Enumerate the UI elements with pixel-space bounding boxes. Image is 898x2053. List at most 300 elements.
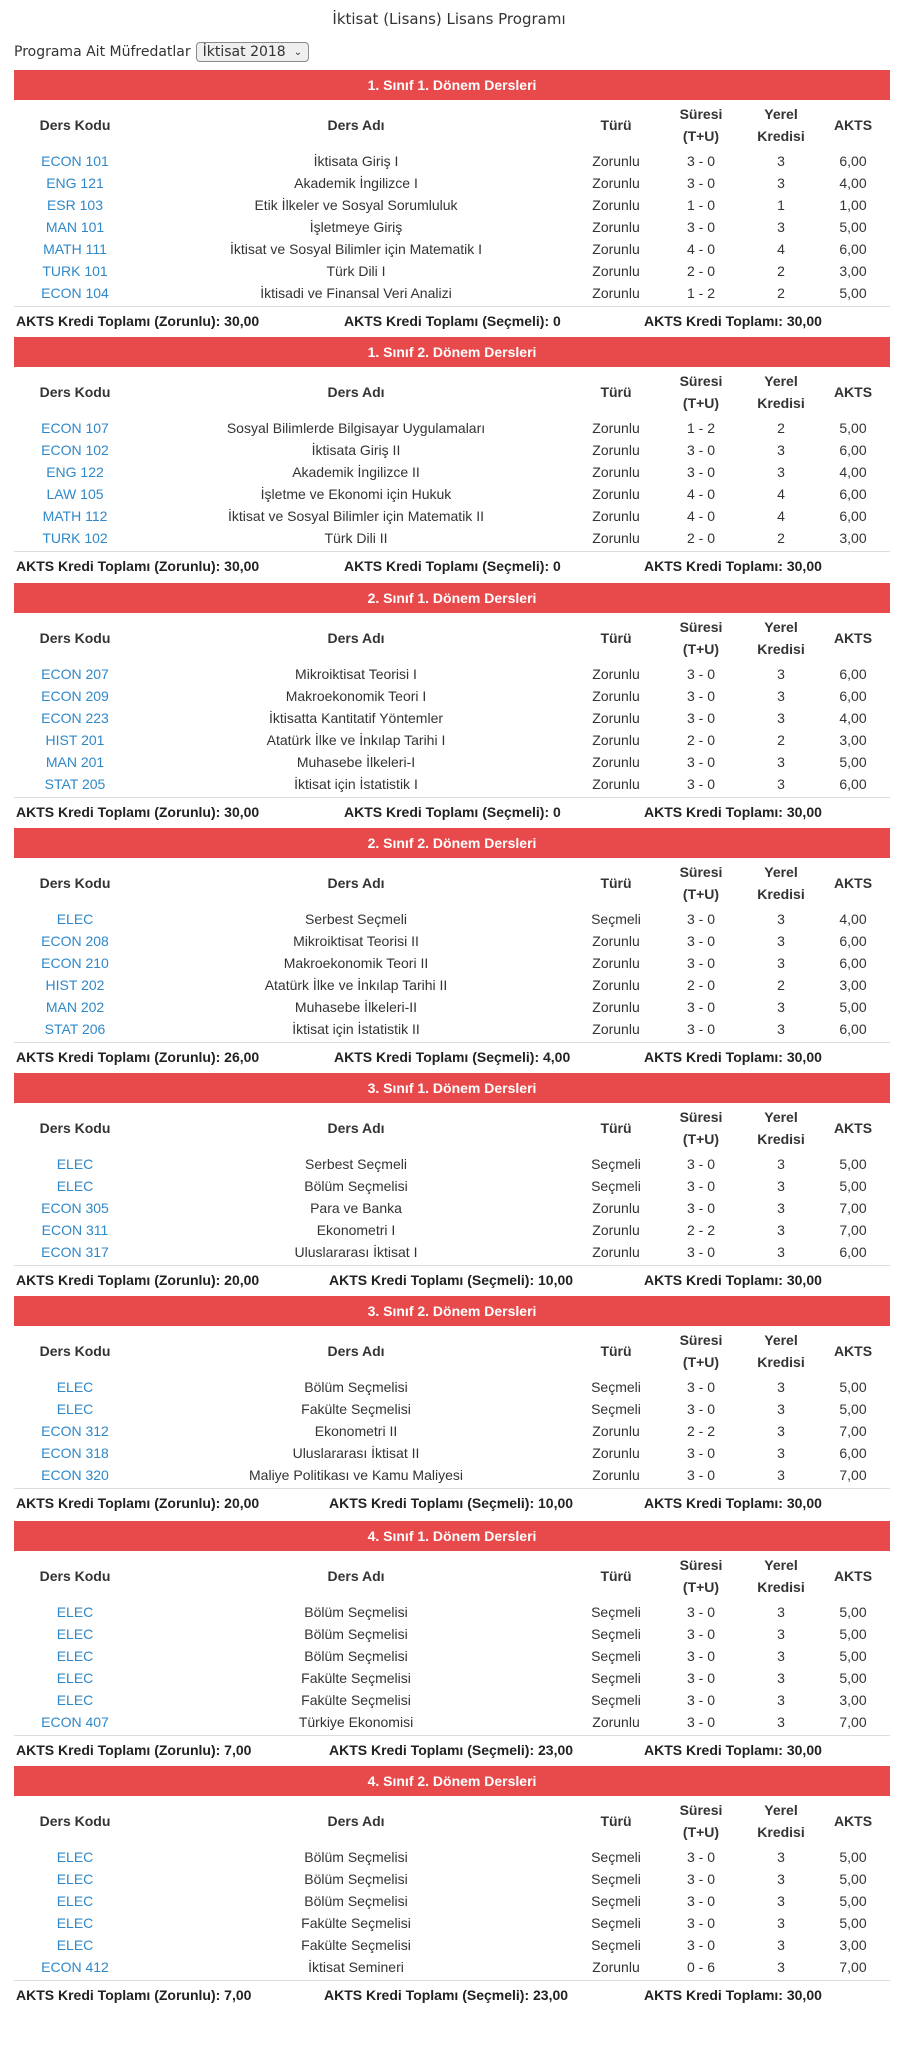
- course-credit: 2: [777, 530, 785, 546]
- course-code-link[interactable]: ECON 317: [41, 1244, 109, 1260]
- course-credit: 3: [777, 955, 785, 971]
- course-duration: 2 - 2: [686, 1222, 715, 1238]
- course-type: Zorunlu: [592, 464, 640, 480]
- course-credit: 3: [777, 1959, 785, 1975]
- header-credit: [746, 616, 816, 660]
- course-duration: 3 - 0: [686, 1714, 715, 1730]
- table-header: [14, 858, 890, 908]
- course-akts: 3,00: [839, 1692, 867, 1708]
- semester-totals: [14, 1265, 890, 1294]
- course-akts: 4,00: [839, 464, 867, 480]
- semester-title: 2. Sınıf 1. Dönem Dersleri: [14, 583, 890, 613]
- curriculum-selector-row: [14, 40, 898, 64]
- course-akts: 3,00: [839, 732, 867, 748]
- course-code-link[interactable]: ELEC: [56, 1401, 94, 1417]
- course-credit: 3: [777, 1893, 785, 1909]
- table-row: [14, 417, 890, 439]
- header-credit-line2: Kredisi: [757, 128, 805, 144]
- course-code-link[interactable]: HIST 201: [45, 732, 105, 748]
- course-credit: 1: [777, 197, 785, 213]
- course-akts: 6,00: [839, 508, 867, 524]
- course-code-link[interactable]: ELEC: [56, 1178, 94, 1194]
- course-code-link[interactable]: ECON 407: [41, 1714, 109, 1730]
- course-akts: 5,00: [839, 285, 867, 301]
- course-duration: 2 - 0: [686, 530, 715, 546]
- course-type: Zorunlu: [592, 508, 640, 524]
- course-code-cell: [14, 1893, 136, 1909]
- course-duration: 3 - 0: [686, 1648, 715, 1664]
- total-elective: AKTS Kredi Toplamı (Seçmeli): 0: [344, 313, 561, 329]
- table-row: [14, 1912, 890, 1934]
- course-code-cell: [14, 1445, 136, 1461]
- course-type: Seçmeli: [591, 1849, 641, 1865]
- course-duration: 3 - 0: [686, 999, 715, 1015]
- total-akts: AKTS Kredi Toplamı: 30,00: [644, 804, 822, 820]
- course-duration: 3 - 0: [686, 1626, 715, 1642]
- course-credit: 3: [777, 1445, 785, 1461]
- course-code-link[interactable]: ENG 121: [46, 175, 104, 191]
- total-akts: AKTS Kredi Toplamı: 30,00: [644, 1495, 822, 1511]
- course-name: İktisat Semineri: [308, 1959, 404, 1975]
- course-code-link[interactable]: MAN 101: [45, 219, 105, 235]
- header-type: Türü: [600, 1343, 632, 1359]
- chevron-down-icon[interactable]: ⌄: [293, 46, 303, 58]
- course-duration: 1 - 0: [686, 197, 715, 213]
- header-duration: [656, 1554, 746, 1598]
- course-akts: 7,00: [839, 1222, 867, 1238]
- total-compulsory: AKTS Kredi Toplamı (Zorunlu): 7,00: [16, 1742, 252, 1758]
- header-duration: [656, 103, 746, 147]
- table-row: [14, 1846, 890, 1868]
- header-credit-line1: Yerel: [764, 1109, 798, 1125]
- course-akts: 5,00: [839, 1648, 867, 1664]
- course-duration: 2 - 0: [686, 977, 715, 993]
- table-row: [14, 1623, 890, 1645]
- course-code-link[interactable]: TURK 102: [42, 530, 108, 546]
- course-code-link[interactable]: ECON 318: [41, 1445, 109, 1461]
- header-akts: AKTS: [833, 1343, 873, 1359]
- course-code-link[interactable]: MATH 111: [43, 241, 107, 257]
- table-row: [14, 505, 890, 527]
- course-duration: 3 - 0: [686, 219, 715, 235]
- course-credit: 3: [777, 1178, 785, 1194]
- course-credit: 3: [777, 710, 785, 726]
- course-code-link[interactable]: STAT 205: [44, 776, 106, 792]
- header-credit-line1: Yerel: [764, 106, 798, 122]
- total-elective: AKTS Kredi Toplamı (Seçmeli): 10,00: [329, 1495, 574, 1511]
- course-credit: 3: [777, 1915, 785, 1931]
- course-name: İktisat ve Sosyal Bilimler için Matematik II: [228, 508, 484, 524]
- header-type: Türü: [600, 630, 632, 646]
- course-duration: 3 - 0: [686, 911, 715, 927]
- semester-totals: [14, 797, 890, 826]
- course-code-link[interactable]: ECON 208: [41, 933, 109, 949]
- course-akts: 5,00: [839, 420, 867, 436]
- course-type: Zorunlu: [592, 776, 640, 792]
- course-name: Makroekonomik Teori I: [285, 688, 427, 704]
- header-akts: AKTS: [833, 630, 873, 646]
- course-credit: 4: [777, 241, 785, 257]
- course-code-cell: [14, 285, 136, 301]
- course-type: Seçmeli: [591, 1604, 641, 1620]
- course-duration: 3 - 0: [686, 688, 715, 704]
- course-akts: 3,00: [839, 530, 867, 546]
- semester-title: 3. Sınıf 2. Dönem Dersleri: [14, 1296, 890, 1326]
- course-type: Zorunlu: [592, 933, 640, 949]
- course-code-link[interactable]: ECON 223: [41, 710, 109, 726]
- course-name: Fakülte Seçmelisi: [301, 1401, 411, 1417]
- table-row: [14, 1018, 890, 1040]
- course-type: Zorunlu: [592, 977, 640, 993]
- course-code-link[interactable]: ECON 207: [41, 666, 109, 682]
- course-name: Akademik İngilizce II: [292, 464, 420, 480]
- course-name: Ekonometri I: [316, 1222, 396, 1238]
- course-code-link[interactable]: ECON 412: [41, 1959, 109, 1975]
- course-duration: 3 - 0: [686, 776, 715, 792]
- course-code-cell: [14, 1959, 136, 1975]
- course-duration: 2 - 2: [686, 1423, 715, 1439]
- course-code-link[interactable]: MAN 201: [45, 754, 105, 770]
- course-code-link[interactable]: ELEC: [56, 1670, 94, 1686]
- table-row: [14, 1667, 890, 1689]
- header-name: Ders Adı: [327, 1120, 385, 1136]
- course-credit: 3: [777, 1379, 785, 1395]
- table-row: [14, 773, 890, 795]
- header-type: Türü: [600, 1813, 632, 1829]
- table-row: [14, 238, 890, 260]
- table-row: [14, 930, 890, 952]
- course-type: Seçmeli: [591, 1626, 641, 1642]
- header-type: Türü: [600, 1568, 632, 1584]
- course-name: Uluslararası İktisat II: [292, 1445, 420, 1461]
- course-akts: 5,00: [839, 1178, 867, 1194]
- course-credit: 3: [777, 1626, 785, 1642]
- course-akts: 4,00: [839, 911, 867, 927]
- course-credit: 3: [777, 1467, 785, 1483]
- total-compulsory: AKTS Kredi Toplamı (Zorunlu): 30,00: [16, 558, 260, 574]
- course-type: Zorunlu: [592, 1714, 640, 1730]
- course-code-link[interactable]: ELEC: [56, 1648, 94, 1664]
- course-code-link[interactable]: ECON 305: [41, 1200, 109, 1216]
- course-code-cell: [14, 1222, 136, 1238]
- course-duration: 3 - 0: [686, 1200, 715, 1216]
- course-akts: 3,00: [839, 263, 867, 279]
- semester-section: [14, 337, 890, 580]
- course-name: İşletmeye Giriş: [309, 219, 403, 235]
- header-type: Türü: [600, 1120, 632, 1136]
- curriculum-select-value[interactable]: İktisat 2018: [202, 44, 286, 60]
- course-code-cell: [14, 732, 136, 748]
- course-type: Zorunlu: [592, 1445, 640, 1461]
- course-code-cell: [14, 911, 136, 927]
- course-name: Muhasebe İlkeleri-I: [296, 754, 416, 770]
- header-duration-line2: (T+U): [682, 886, 720, 902]
- course-type: Zorunlu: [592, 153, 640, 169]
- course-akts: 5,00: [839, 1670, 867, 1686]
- table-row: [14, 150, 890, 172]
- table-row: [14, 194, 890, 216]
- course-credit: 3: [777, 219, 785, 235]
- table-row: [14, 260, 890, 282]
- course-akts: 6,00: [839, 1021, 867, 1037]
- course-duration: 2 - 0: [686, 732, 715, 748]
- semester-title: 1. Sınıf 2. Dönem Dersleri: [14, 337, 890, 367]
- header-credit-line2: Kredisi: [757, 395, 805, 411]
- header-akts: AKTS: [833, 1568, 873, 1584]
- course-duration: 0 - 6: [686, 1959, 715, 1975]
- header-duration-line2: (T+U): [682, 395, 720, 411]
- course-code-cell: [14, 241, 136, 257]
- course-credit: 3: [777, 776, 785, 792]
- header-akts: AKTS: [833, 1120, 873, 1136]
- course-credit: 3: [777, 1937, 785, 1953]
- semester-totals: [14, 1042, 890, 1071]
- course-name: İktisadi ve Finansal Veri Analizi: [260, 285, 452, 301]
- course-type: Seçmeli: [591, 1692, 641, 1708]
- table-row: [14, 996, 890, 1018]
- course-akts: 7,00: [839, 1423, 867, 1439]
- course-duration: 3 - 0: [686, 1445, 715, 1461]
- course-code-link[interactable]: ECON 107: [41, 420, 109, 436]
- course-code-link[interactable]: ELEC: [56, 1604, 94, 1620]
- course-duration: 4 - 0: [686, 486, 715, 502]
- course-code-cell: [14, 1178, 136, 1194]
- header-duration: [656, 370, 746, 414]
- course-code-cell: [14, 1871, 136, 1887]
- course-type: Zorunlu: [592, 530, 640, 546]
- course-code-link[interactable]: HIST 202: [45, 977, 105, 993]
- course-code-cell: [14, 1244, 136, 1260]
- course-akts: 5,00: [839, 999, 867, 1015]
- table-row: [14, 1956, 890, 1978]
- course-type: Zorunlu: [592, 486, 640, 502]
- header-duration-line2: (T+U): [682, 641, 720, 657]
- table-header: [14, 613, 890, 663]
- course-code-link[interactable]: ECON 311: [41, 1222, 109, 1238]
- course-code-link[interactable]: ELEC: [56, 1692, 94, 1708]
- table-row: [14, 1934, 890, 1956]
- header-name: Ders Adı: [327, 630, 385, 646]
- course-type: Zorunlu: [592, 666, 640, 682]
- course-akts: 7,00: [839, 1714, 867, 1730]
- course-type: Zorunlu: [592, 197, 640, 213]
- header-duration-line2: (T+U): [682, 1131, 720, 1147]
- course-code-link[interactable]: ELEC: [56, 911, 94, 927]
- header-credit-line2: Kredisi: [757, 1131, 805, 1147]
- course-code-link[interactable]: ECON 210: [41, 955, 109, 971]
- curriculum-select[interactable]: [196, 42, 309, 62]
- course-code-cell: [14, 197, 136, 213]
- course-credit: 4: [777, 486, 785, 502]
- header-credit: [746, 370, 816, 414]
- course-credit: 2: [777, 263, 785, 279]
- course-code-cell: [14, 464, 136, 480]
- course-code-link[interactable]: ELEC: [56, 1626, 94, 1642]
- course-credit: 3: [777, 1648, 785, 1664]
- course-code-link[interactable]: STAT 206: [44, 1021, 106, 1037]
- header-duration-line2: (T+U): [682, 1579, 720, 1595]
- course-akts: 5,00: [839, 1604, 867, 1620]
- semester-section: [14, 1521, 890, 1764]
- course-name: Serbest Seçmeli: [305, 911, 407, 927]
- course-code-link[interactable]: TURK 101: [42, 263, 108, 279]
- page-title: İktisat (Lisans) Lisans Programı: [332, 10, 566, 28]
- course-name: İktisat ve Sosyal Bilimler için Matematik I: [229, 241, 483, 257]
- total-elective: AKTS Kredi Toplamı (Seçmeli): 23,00: [324, 1987, 569, 2003]
- course-name: Makroekonomik Teori II: [283, 955, 429, 971]
- table-row: [14, 216, 890, 238]
- header-credit-line2: Kredisi: [757, 1579, 805, 1595]
- course-code-link[interactable]: ELEC: [56, 1849, 94, 1865]
- table-row: [14, 1175, 890, 1197]
- course-name: Türk Dili I: [326, 263, 386, 279]
- total-elective: AKTS Kredi Toplamı (Seçmeli): 0: [344, 804, 561, 820]
- header-credit-line2: Kredisi: [757, 886, 805, 902]
- course-code-link[interactable]: ELEC: [56, 1379, 94, 1395]
- course-code-cell: [14, 175, 136, 191]
- course-type: Seçmeli: [591, 1915, 641, 1931]
- course-akts: 5,00: [839, 1849, 867, 1865]
- table-row: [14, 1197, 890, 1219]
- course-credit: 3: [777, 999, 785, 1015]
- header-credit-line1: Yerel: [764, 1802, 798, 1818]
- header-duration-line2: (T+U): [682, 1824, 720, 1840]
- course-type: Seçmeli: [591, 1379, 641, 1395]
- course-code-cell: [14, 1156, 136, 1172]
- course-code-link[interactable]: ECON 101: [41, 153, 109, 169]
- header-duration-line1: Süresi: [679, 1109, 723, 1125]
- course-code-link[interactable]: ELEC: [56, 1871, 94, 1887]
- header-duration-line1: Süresi: [679, 1802, 723, 1818]
- course-code-cell: [14, 1670, 136, 1686]
- table-header: [14, 100, 890, 150]
- course-code-link[interactable]: ECON 320: [41, 1467, 109, 1483]
- course-type: Seçmeli: [591, 1401, 641, 1417]
- course-duration: 3 - 0: [686, 1871, 715, 1887]
- course-code-link[interactable]: ECON 102: [41, 442, 109, 458]
- course-duration: 3 - 0: [686, 1915, 715, 1931]
- header-credit-line1: Yerel: [764, 619, 798, 635]
- semester-totals: [14, 1980, 890, 2009]
- course-duration: 3 - 0: [686, 1604, 715, 1620]
- course-akts: 6,00: [839, 241, 867, 257]
- course-code-link[interactable]: LAW 105: [46, 486, 104, 502]
- semester-totals: [14, 551, 890, 580]
- course-duration: 3 - 0: [686, 1401, 715, 1417]
- header-duration-line1: Süresi: [679, 106, 723, 122]
- table-row: [14, 1219, 890, 1241]
- course-duration: 3 - 0: [686, 666, 715, 682]
- course-akts: 7,00: [839, 1200, 867, 1216]
- total-compulsory: AKTS Kredi Toplamı (Zorunlu): 26,00: [16, 1049, 260, 1065]
- course-duration: 3 - 0: [686, 955, 715, 971]
- header-akts: AKTS: [833, 1813, 873, 1829]
- total-akts: AKTS Kredi Toplamı: 30,00: [644, 1049, 822, 1065]
- course-duration: 1 - 2: [686, 285, 715, 301]
- table-row: [14, 1689, 890, 1711]
- table-row: [14, 527, 890, 549]
- course-credit: 3: [777, 175, 785, 191]
- course-akts: 5,00: [839, 1379, 867, 1395]
- table-row: [14, 908, 890, 930]
- course-akts: 3,00: [839, 977, 867, 993]
- course-akts: 5,00: [839, 1156, 867, 1172]
- course-code-link[interactable]: ENG 122: [46, 464, 104, 480]
- semester-title: 3. Sınıf 1. Dönem Dersleri: [14, 1073, 890, 1103]
- header-duration-line1: Süresi: [679, 864, 723, 880]
- course-akts: 5,00: [839, 754, 867, 770]
- course-duration: 3 - 0: [686, 754, 715, 770]
- course-name: Türk Dili II: [324, 530, 388, 546]
- course-code-link[interactable]: MATH 112: [42, 508, 108, 524]
- semester-totals: [14, 306, 890, 335]
- course-duration: 3 - 0: [686, 933, 715, 949]
- table-row: [14, 974, 890, 996]
- semester-totals: [14, 1488, 890, 1517]
- course-code-link[interactable]: ELEC: [56, 1915, 94, 1931]
- course-code-link[interactable]: ECON 104: [41, 285, 109, 301]
- course-code-cell: [14, 688, 136, 704]
- header-duration: [656, 616, 746, 660]
- course-akts: 6,00: [839, 1445, 867, 1461]
- course-credit: 3: [777, 1714, 785, 1730]
- course-code-link[interactable]: ELEC: [56, 1893, 94, 1909]
- course-code-link[interactable]: ECON 312: [41, 1423, 109, 1439]
- course-credit: 3: [777, 442, 785, 458]
- course-akts: 6,00: [839, 933, 867, 949]
- table-header: [14, 1103, 890, 1153]
- total-akts: AKTS Kredi Toplamı: 30,00: [644, 1987, 822, 2003]
- total-elective: AKTS Kredi Toplamı (Seçmeli): 23,00: [329, 1742, 574, 1758]
- course-duration: 3 - 0: [686, 1379, 715, 1395]
- course-code-cell: [14, 219, 136, 235]
- course-name: Bölüm Seçmelisi: [304, 1871, 408, 1887]
- course-duration: 4 - 0: [686, 241, 715, 257]
- course-type: Zorunlu: [592, 1959, 640, 1975]
- course-type: Seçmeli: [591, 1156, 641, 1172]
- header-name: Ders Adı: [327, 1813, 385, 1829]
- course-code-cell: [14, 933, 136, 949]
- course-akts: 5,00: [839, 1915, 867, 1931]
- course-type: Seçmeli: [591, 1937, 641, 1953]
- course-type: Zorunlu: [592, 1467, 640, 1483]
- course-code-link[interactable]: ESR 103: [46, 197, 104, 213]
- course-code-cell: [14, 955, 136, 971]
- course-code-link[interactable]: ELEC: [56, 1937, 94, 1953]
- table-row: [14, 1420, 890, 1442]
- course-code-link[interactable]: ECON 209: [41, 688, 109, 704]
- course-type: Zorunlu: [592, 420, 640, 436]
- course-credit: 3: [777, 1200, 785, 1216]
- course-code-link[interactable]: ELEC: [56, 1156, 94, 1172]
- course-type: Seçmeli: [591, 911, 641, 927]
- total-akts: AKTS Kredi Toplamı: 30,00: [644, 558, 822, 574]
- course-akts: 5,00: [839, 1893, 867, 1909]
- course-duration: 3 - 0: [686, 464, 715, 480]
- course-type: Zorunlu: [592, 999, 640, 1015]
- header-code: Ders Kodu: [39, 1343, 111, 1359]
- header-credit-line1: Yerel: [764, 373, 798, 389]
- course-code-link[interactable]: MAN 202: [45, 999, 105, 1015]
- course-name: Bölüm Seçmelisi: [304, 1178, 408, 1194]
- total-akts: AKTS Kredi Toplamı: 30,00: [644, 1272, 822, 1288]
- table-row: [14, 1241, 890, 1263]
- table-row: [14, 1398, 890, 1420]
- course-akts: 6,00: [839, 486, 867, 502]
- table-row: [14, 1868, 890, 1890]
- table-row: [14, 1442, 890, 1464]
- table-header: [14, 1796, 890, 1846]
